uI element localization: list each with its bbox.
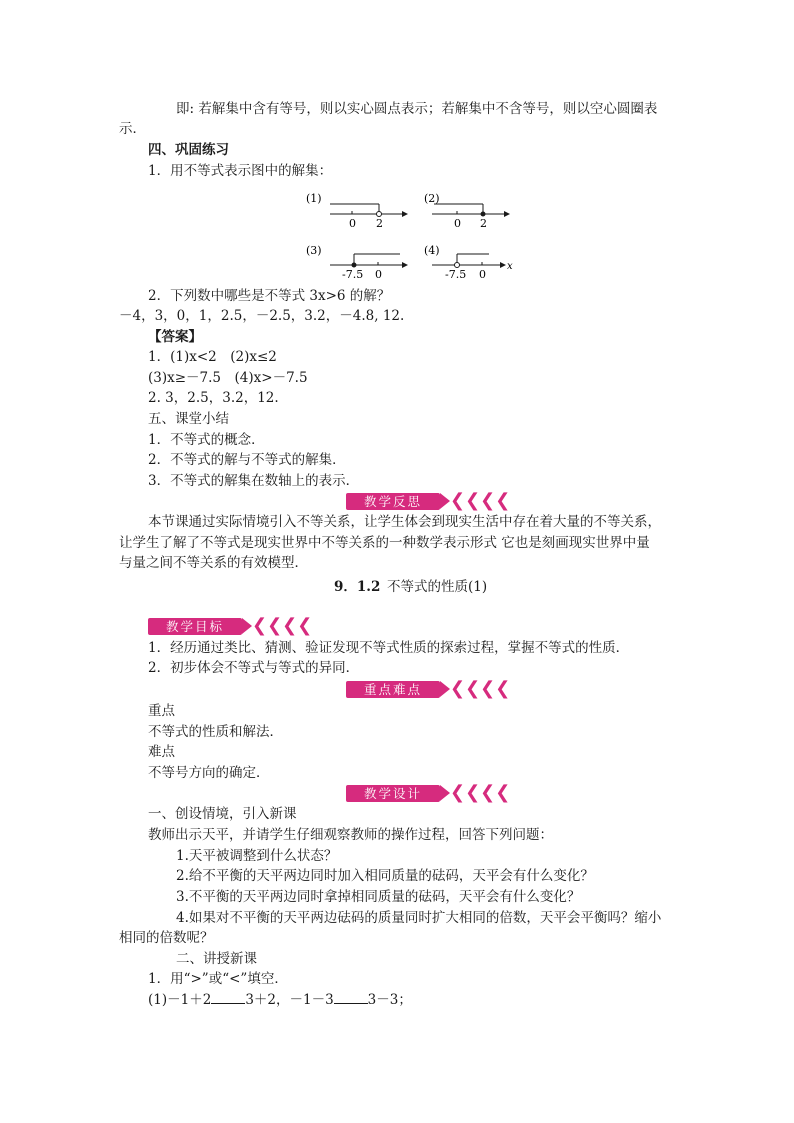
tick-label: 2 <box>480 217 487 230</box>
label: 难点 <box>148 744 175 760</box>
tick-label: 0 <box>479 268 486 281</box>
solid-dot-icon <box>352 263 357 268</box>
question-item: 1.天平被调整到什么状态？ <box>176 848 338 864</box>
question-item: 2.给不平衡的天平两边同时加入相同质量的砝码，天平会有什么变化？ <box>176 868 594 884</box>
text-line: 与量之间不等关系的有效模型． <box>119 555 308 571</box>
text-line: 相同的倍数呢？ <box>119 930 214 946</box>
chevrons-icon: ❮❮❮❮ <box>450 678 511 699</box>
label: 重点 <box>148 703 175 719</box>
tick-label: -7.5 <box>445 268 467 281</box>
banner-teaching-reflection <box>346 490 511 511</box>
text-line: 示． <box>119 121 146 137</box>
question: 1．用不等式表示图中的解集： <box>148 163 333 179</box>
answer-blank <box>334 991 368 1004</box>
open-circle-icon <box>455 263 460 268</box>
expr: 3＋2，－1－3 <box>245 992 334 1008</box>
section-heading: 二、讲授新课 <box>176 951 257 967</box>
banner-teaching-design <box>346 782 511 803</box>
figure-label: (1) <box>306 192 322 205</box>
answer-line: 2. 3，2.5，3.2，12. <box>148 390 279 406</box>
text-line: 教师出示天平，并请学生仔细观察教师的操作过程，回答下列问题： <box>148 827 553 843</box>
banner-key-points <box>346 678 511 699</box>
section-heading: 一、创设情境，引入新课 <box>148 806 297 822</box>
text-line: 本节课通过实际情境引入不等关系，让学生体会到现实生活中存在着大量的不等关系， <box>148 514 661 530</box>
number-line-figure <box>300 188 520 284</box>
question: 2．下列数中哪些是不等式 3x>6 的解？ <box>148 288 391 304</box>
open-circle-icon <box>377 212 382 217</box>
answer-heading: 【答案】 <box>148 329 202 345</box>
exercise-line <box>148 991 412 1009</box>
banner-label: 教学目标 <box>165 619 224 634</box>
solid-dot-icon <box>481 212 486 217</box>
expr: 3－3； <box>367 992 412 1008</box>
answer-blank <box>211 991 245 1004</box>
section-number: 9．1.2 <box>334 579 381 595</box>
chevrons-icon: ❮❮❮❮ <box>450 490 511 511</box>
banner-label: 教学反思 <box>363 494 422 509</box>
question-item: 4.如果对不平衡的天平两边砝码的质量同时扩大相同的倍数，天平会平衡吗？缩小 <box>176 910 662 926</box>
summary-item: 3．不等式的解集在数轴上的表示． <box>148 473 360 489</box>
section-heading: 四、巩固练习 <box>148 142 229 158</box>
axis-label: x <box>507 261 513 272</box>
tick-label: 0 <box>375 268 382 281</box>
tick-label: 2 <box>376 217 383 230</box>
summary-item: 1．不等式的概念． <box>148 432 265 448</box>
figure-label: (3) <box>306 244 322 257</box>
text-line: 即: 若解集中含有等号，则以实心圆点表示；若解集中不含等号，则以空心圆圈表 <box>176 101 658 117</box>
expr: (1)－1＋2 <box>148 992 212 1008</box>
text-line: 不等号方向的确定． <box>148 765 270 781</box>
banner-label: 重点难点 <box>363 682 422 697</box>
tick-label: 0 <box>349 217 356 230</box>
answer-line: 1．(1)x<2 (2)x≤2 <box>148 349 277 365</box>
question-item: 3.不平衡的天平两边同时拿掉相同质量的砝码，天平会有什么变化？ <box>176 889 581 905</box>
banner-label: 教学设计 <box>363 786 422 801</box>
section-title: 不等式的性质(1) <box>387 579 488 595</box>
tick-label: -7.5 <box>342 268 364 281</box>
values-line: －4，3，0，1，2.5，－2.5，3.2，－4.8, 12. <box>119 308 405 324</box>
summary-item: 2．不等式的解与不等式的解集． <box>148 452 346 468</box>
objective-item: 1．经历通过类比、猜测、验证发现不等式性质的探索过程，掌握不等式的性质． <box>148 640 630 656</box>
section-heading: 五、课堂小结 <box>148 411 229 427</box>
text-line: 让学生了解了不等式是现实世界中不等关系的一种数学表示形式 它也是刻画现实世界中量 <box>119 535 650 551</box>
chevrons-icon: ❮❮❮❮ <box>450 782 511 803</box>
figure-label: (2) <box>424 192 440 205</box>
banner-teaching-objectives <box>148 615 313 636</box>
objective-item: 2．初步体会不等式与等式的异同． <box>148 660 360 676</box>
tick-label: 0 <box>454 217 461 230</box>
chevrons-icon: ❮❮❮❮ <box>252 615 313 636</box>
figure-label: (4) <box>424 244 440 257</box>
text-line: 不等式的性质和解法． <box>148 724 283 740</box>
exercise: 1．用“>”或“<”填空． <box>148 971 288 987</box>
answer-line: (3)x≥－7.5 (4)x>－7.5 <box>148 370 308 386</box>
